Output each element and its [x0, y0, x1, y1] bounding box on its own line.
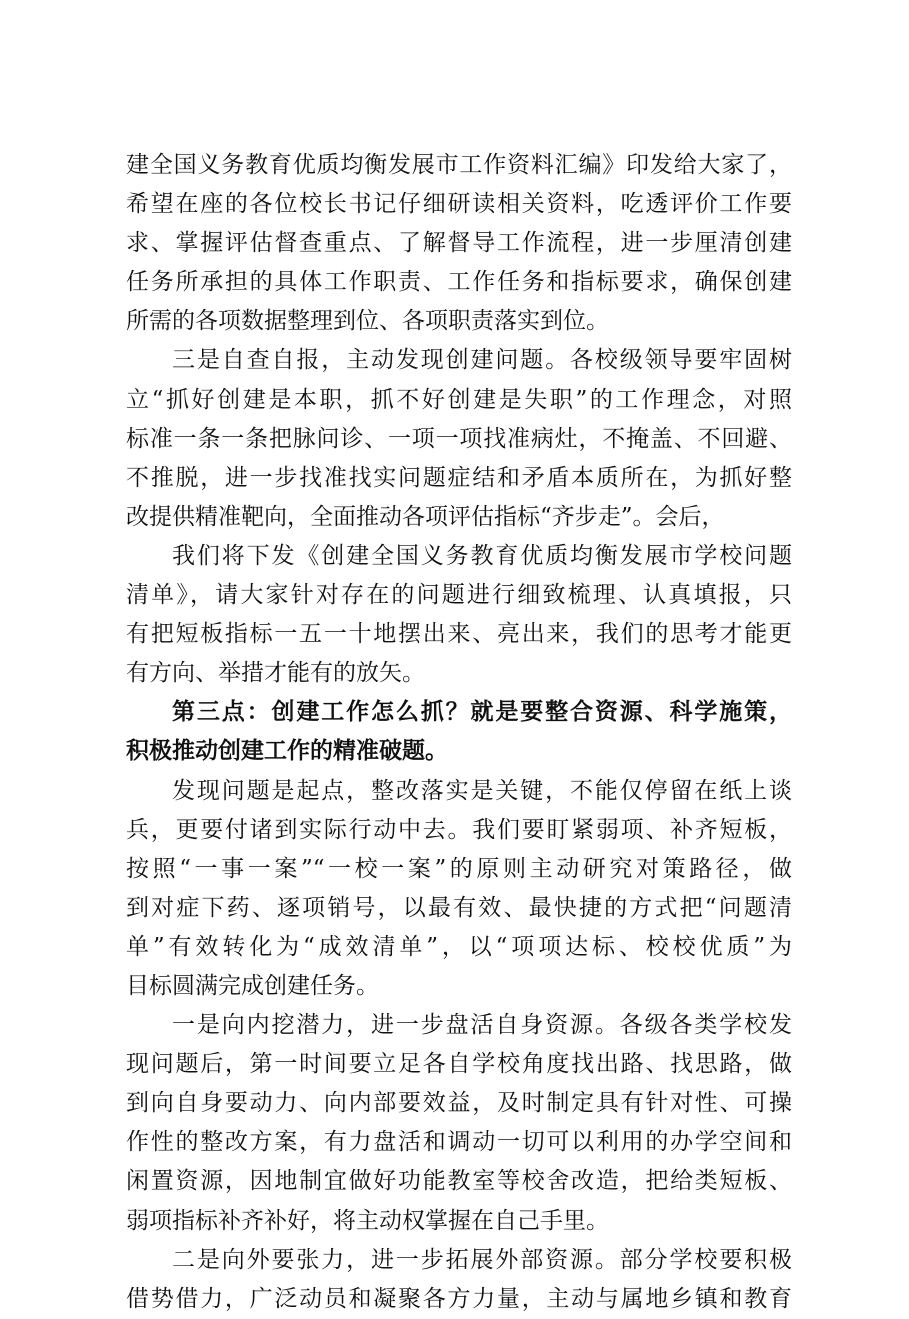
- paragraph-line: 到对症下药、逐项销号，以最有效、最快捷的方式把“问题清: [126, 894, 792, 921]
- paragraph-line: 发现问题是起点，整改落实是关键，不能仅停留在纸上谈: [172, 777, 792, 804]
- paragraph-line: 所需的各项数据整理到位、各项职责落实到位。: [126, 308, 609, 335]
- paragraph-line: 借势借力，广泛动员和凝聚各方力量，主动与属地乡镇和教育: [126, 1285, 792, 1312]
- paragraph-line: 三是自查自报，主动发现创建问题。各校级领导要牢固树: [172, 347, 792, 374]
- paragraph-line: 作性的整改方案，有力盘活和调动一切可以利用的办学空间和: [126, 1129, 792, 1156]
- paragraph-line: 按照“一事一案”“一校一案”的原则主动研究对策路径，做: [126, 855, 792, 882]
- section-heading-line: 积极推动创建工作的精准破题。: [126, 738, 448, 765]
- paragraph-line: 弱项指标补齐补好，将主动权掌握在自己手里。: [126, 1207, 609, 1234]
- paragraph-line: 一是向内挖潜力，进一步盘活自身资源。各级各类学校发: [172, 1012, 792, 1039]
- paragraph-line: 现问题后，第一时间要立足各自学校角度找出路、找思路，做: [126, 1051, 792, 1078]
- paragraph-line: 任务所承担的具体工作职责、工作任务和指标要求，确保创建: [126, 269, 792, 296]
- paragraph-line: 改提供精准靶向，全面推动各项评估指标“齐步走”。会后，: [126, 503, 725, 530]
- paragraph-line: 我们将下发《创建全国义务教育优质均衡发展市学校问题: [172, 542, 792, 569]
- section-heading-line: 第三点：创建工作怎么抓？就是要整合资源、科学施策，: [172, 699, 792, 726]
- paragraph-line: 单”有效转化为“成效清单”，以“项项达标、校校优质”为: [126, 933, 792, 960]
- paragraph-line: 有把短板指标一五一十地摆出来、亮出来，我们的思考才能更: [126, 621, 792, 648]
- paragraph-line: 有方向、举措才能有的放矢。: [126, 660, 425, 687]
- paragraph-line: 目标圆满完成创建任务。: [126, 972, 379, 999]
- paragraph-line: 清单》，请大家针对存在的问题进行细致梳理、认真填报，只: [126, 582, 792, 609]
- paragraph-line: 标准一条一条把脉问诊、一项一项找准病灶，不掩盖、不回避、: [126, 425, 792, 452]
- paragraph-line: 兵，更要付诸到实际行动中去。我们要盯紧弱项、补齐短板，: [126, 816, 792, 843]
- paragraph-line: 立“抓好创建是本职，抓不好创建是失职”的工作理念，对照: [126, 386, 792, 413]
- document-body: [126, 146, 792, 1319]
- paragraph-line: 希望在座的各位校长书记仔细研读相关资料，吃透评价工作要: [126, 191, 792, 218]
- paragraph-line: 闲置资源，因地制宜做好功能教室等校舍改造，把给类短板、: [126, 1168, 792, 1195]
- paragraph-line: 求、掌握评估督查重点、了解督导工作流程，进一步厘清创建: [126, 230, 792, 257]
- paragraph-line: 二是向外要张力，进一步拓展外部资源。部分学校要积极: [172, 1246, 792, 1273]
- paragraph-line: 不推脱，进一步找准找实问题症结和矛盾本质所在，为抓好整: [126, 464, 792, 491]
- paragraph-line: 建全国义务教育优质均衡发展市工作资料汇编》印发给大家了，: [126, 152, 792, 178]
- paragraph-line: 到向自身要动力、向内部要效益，及时制定具有针对性、可操: [126, 1090, 792, 1117]
